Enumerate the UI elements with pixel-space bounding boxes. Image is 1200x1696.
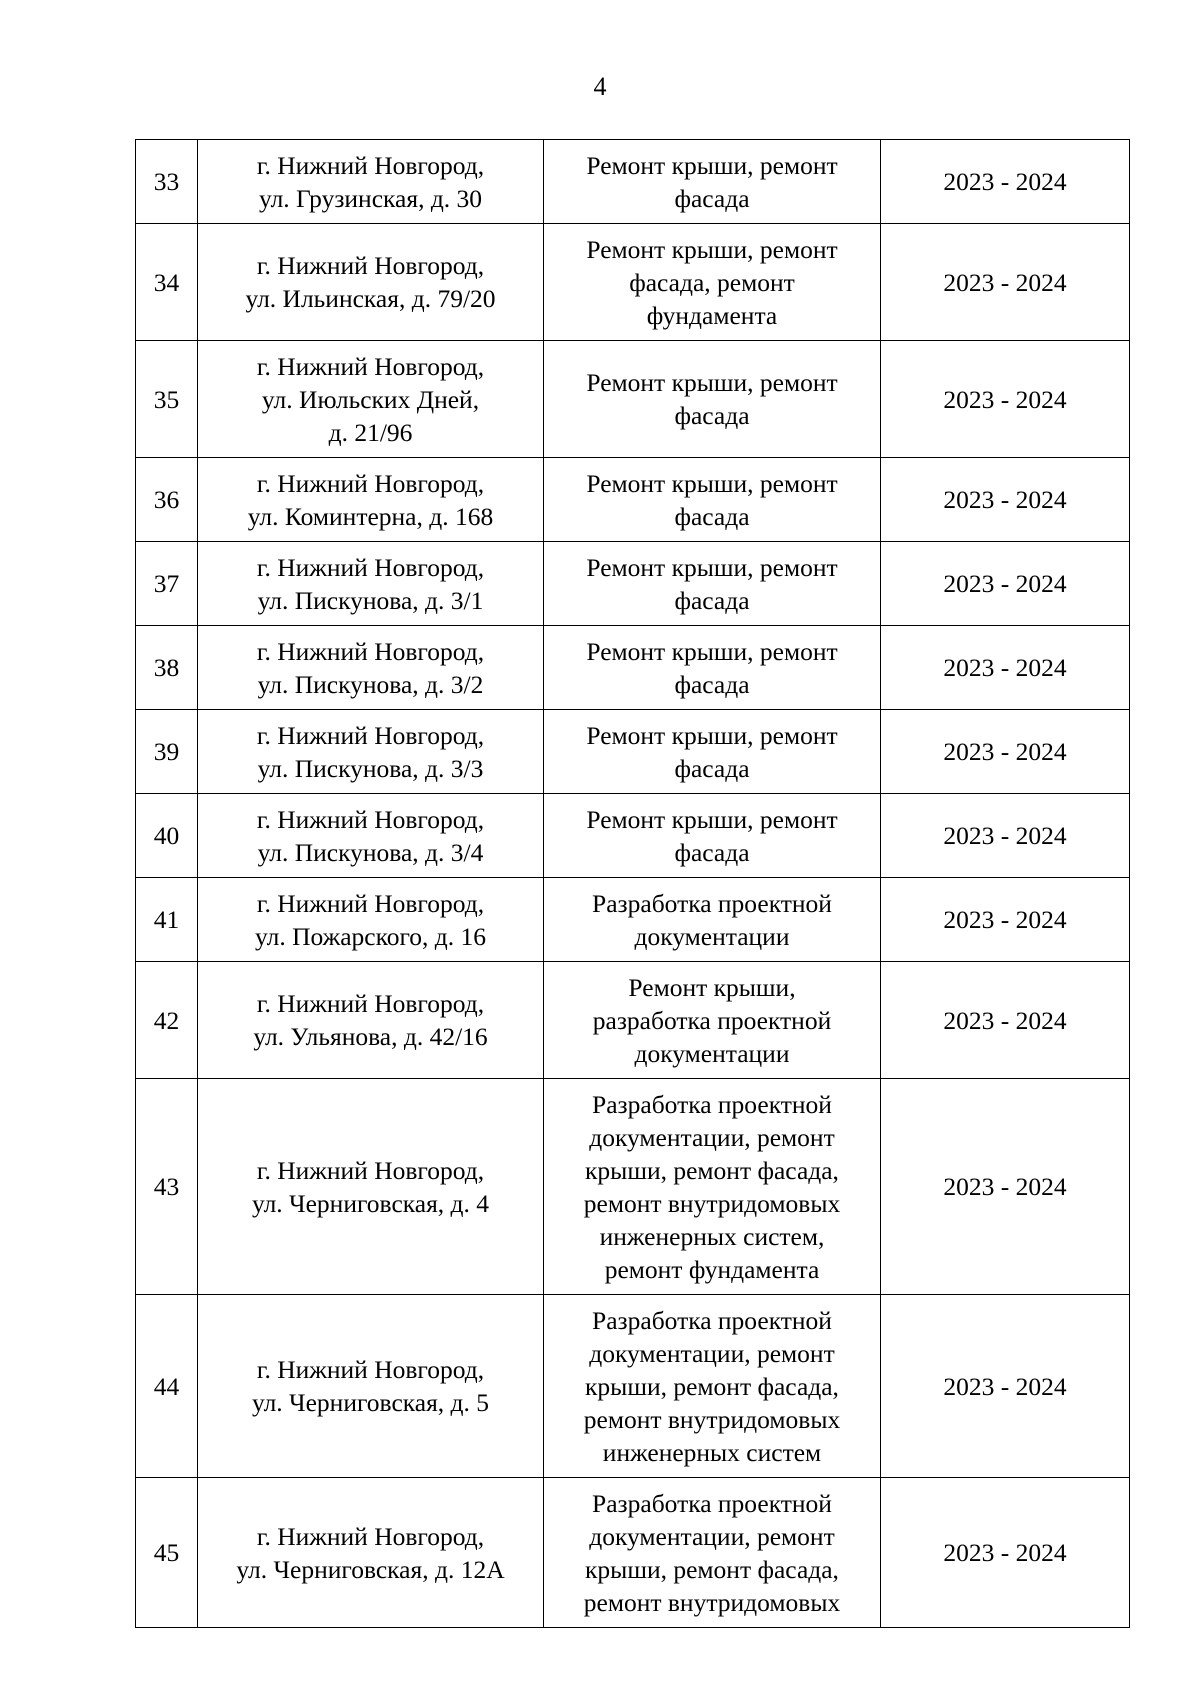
table-row — [136, 140, 1130, 224]
row-number-cell: 39 — [136, 710, 198, 794]
works-table — [135, 139, 1130, 1628]
row-number-cell: 35 — [136, 341, 198, 458]
period-cell: 2023 - 2024 — [881, 878, 1130, 962]
row-number-cell: 42 — [136, 962, 198, 1079]
work-type-cell: Ремонт крыши, ремонт фасада — [544, 140, 881, 224]
row-number-cell: 41 — [136, 878, 198, 962]
work-type-cell: Ремонт крыши, ремонт фасада — [544, 626, 881, 710]
row-number-cell: 34 — [136, 224, 198, 341]
work-type-cell: Ремонт крыши, ремонт фасада — [544, 710, 881, 794]
work-type-cell: Ремонт крыши, ремонт фасада, ремонт фундамента — [544, 224, 881, 341]
row-number-cell: 40 — [136, 794, 198, 878]
row-number-cell: 36 — [136, 458, 198, 542]
row-number-cell: 45 — [136, 1478, 198, 1628]
period-cell: 2023 - 2024 — [881, 1079, 1130, 1295]
work-type-cell: Разработка проектной документации — [544, 878, 881, 962]
period-cell: 2023 - 2024 — [881, 224, 1130, 341]
table-row — [136, 341, 1130, 458]
row-number-cell: 43 — [136, 1079, 198, 1295]
work-type-cell: Разработка проектной документации, ремонт крыши, ремонт фасада, ремонт внутридомовых — [544, 1478, 881, 1628]
work-type-cell: Ремонт крыши, ремонт фасада — [544, 458, 881, 542]
address-cell: г. Нижний Новгород, ул. Грузинская, д. 30 — [198, 140, 544, 224]
row-number-cell: 37 — [136, 542, 198, 626]
period-cell: 2023 - 2024 — [881, 458, 1130, 542]
period-cell: 2023 - 2024 — [881, 341, 1130, 458]
work-type-cell: Ремонт крыши, ремонт фасада — [544, 542, 881, 626]
period-cell: 2023 - 2024 — [881, 626, 1130, 710]
work-type-cell: Разработка проектной документации, ремонт крыши, ремонт фасада, ремонт внутридомовых инженерных систем — [544, 1295, 881, 1478]
page-number: 4 — [593, 72, 607, 101]
address-cell: г. Нижний Новгород, ул. Черниговская, д. 12А — [198, 1478, 544, 1628]
period-cell: 2023 - 2024 — [881, 710, 1130, 794]
address-cell: г. Нижний Новгород, ул. Июльских Дней, д. 21/96 — [198, 341, 544, 458]
address-cell: г. Нижний Новгород, ул. Пожарского, д. 16 — [198, 878, 544, 962]
table-row — [136, 542, 1130, 626]
period-cell: 2023 - 2024 — [881, 1478, 1130, 1628]
table-row — [136, 626, 1130, 710]
table-row — [136, 878, 1130, 962]
address-cell: г. Нижний Новгород, ул. Черниговская, д. 4 — [198, 1079, 544, 1295]
row-number-cell: 33 — [136, 140, 198, 224]
work-type-cell: Ремонт крыши, ремонт фасада — [544, 341, 881, 458]
work-type-cell: Разработка проектной документации, ремонт крыши, ремонт фасада, ремонт внутридомовых инженерных систем, ремонт фундамента — [544, 1079, 881, 1295]
address-cell: г. Нижний Новгород, ул. Пискунова, д. 3/3 — [198, 710, 544, 794]
address-cell: г. Нижний Новгород, ул. Пискунова, д. 3/1 — [198, 542, 544, 626]
address-cell: г. Нижний Новгород, ул. Ульянова, д. 42/16 — [198, 962, 544, 1079]
table-row — [136, 1295, 1130, 1478]
table-row — [136, 458, 1130, 542]
address-cell: г. Нижний Новгород, ул. Черниговская, д. 5 — [198, 1295, 544, 1478]
address-cell: г. Нижний Новгород, ул. Коминтерна, д. 168 — [198, 458, 544, 542]
period-cell: 2023 - 2024 — [881, 1295, 1130, 1478]
work-type-cell: Ремонт крыши, разработка проектной документации — [544, 962, 881, 1079]
period-cell: 2023 - 2024 — [881, 140, 1130, 224]
table-body — [136, 140, 1130, 1628]
address-cell: г. Нижний Новгород, ул. Пискунова, д. 3/4 — [198, 794, 544, 878]
table-row — [136, 224, 1130, 341]
period-cell: 2023 - 2024 — [881, 542, 1130, 626]
table-row — [136, 962, 1130, 1079]
address-cell: г. Нижний Новгород, ул. Пискунова, д. 3/2 — [198, 626, 544, 710]
table-row — [136, 710, 1130, 794]
row-number-cell: 44 — [136, 1295, 198, 1478]
period-cell: 2023 - 2024 — [881, 794, 1130, 878]
table-row — [136, 794, 1130, 878]
table-row — [136, 1079, 1130, 1295]
work-type-cell: Ремонт крыши, ремонт фасада — [544, 794, 881, 878]
table-row — [136, 1478, 1130, 1628]
row-number-cell: 38 — [136, 626, 198, 710]
address-cell: г. Нижний Новгород, ул. Ильинская, д. 79/20 — [198, 224, 544, 341]
period-cell: 2023 - 2024 — [881, 962, 1130, 1079]
